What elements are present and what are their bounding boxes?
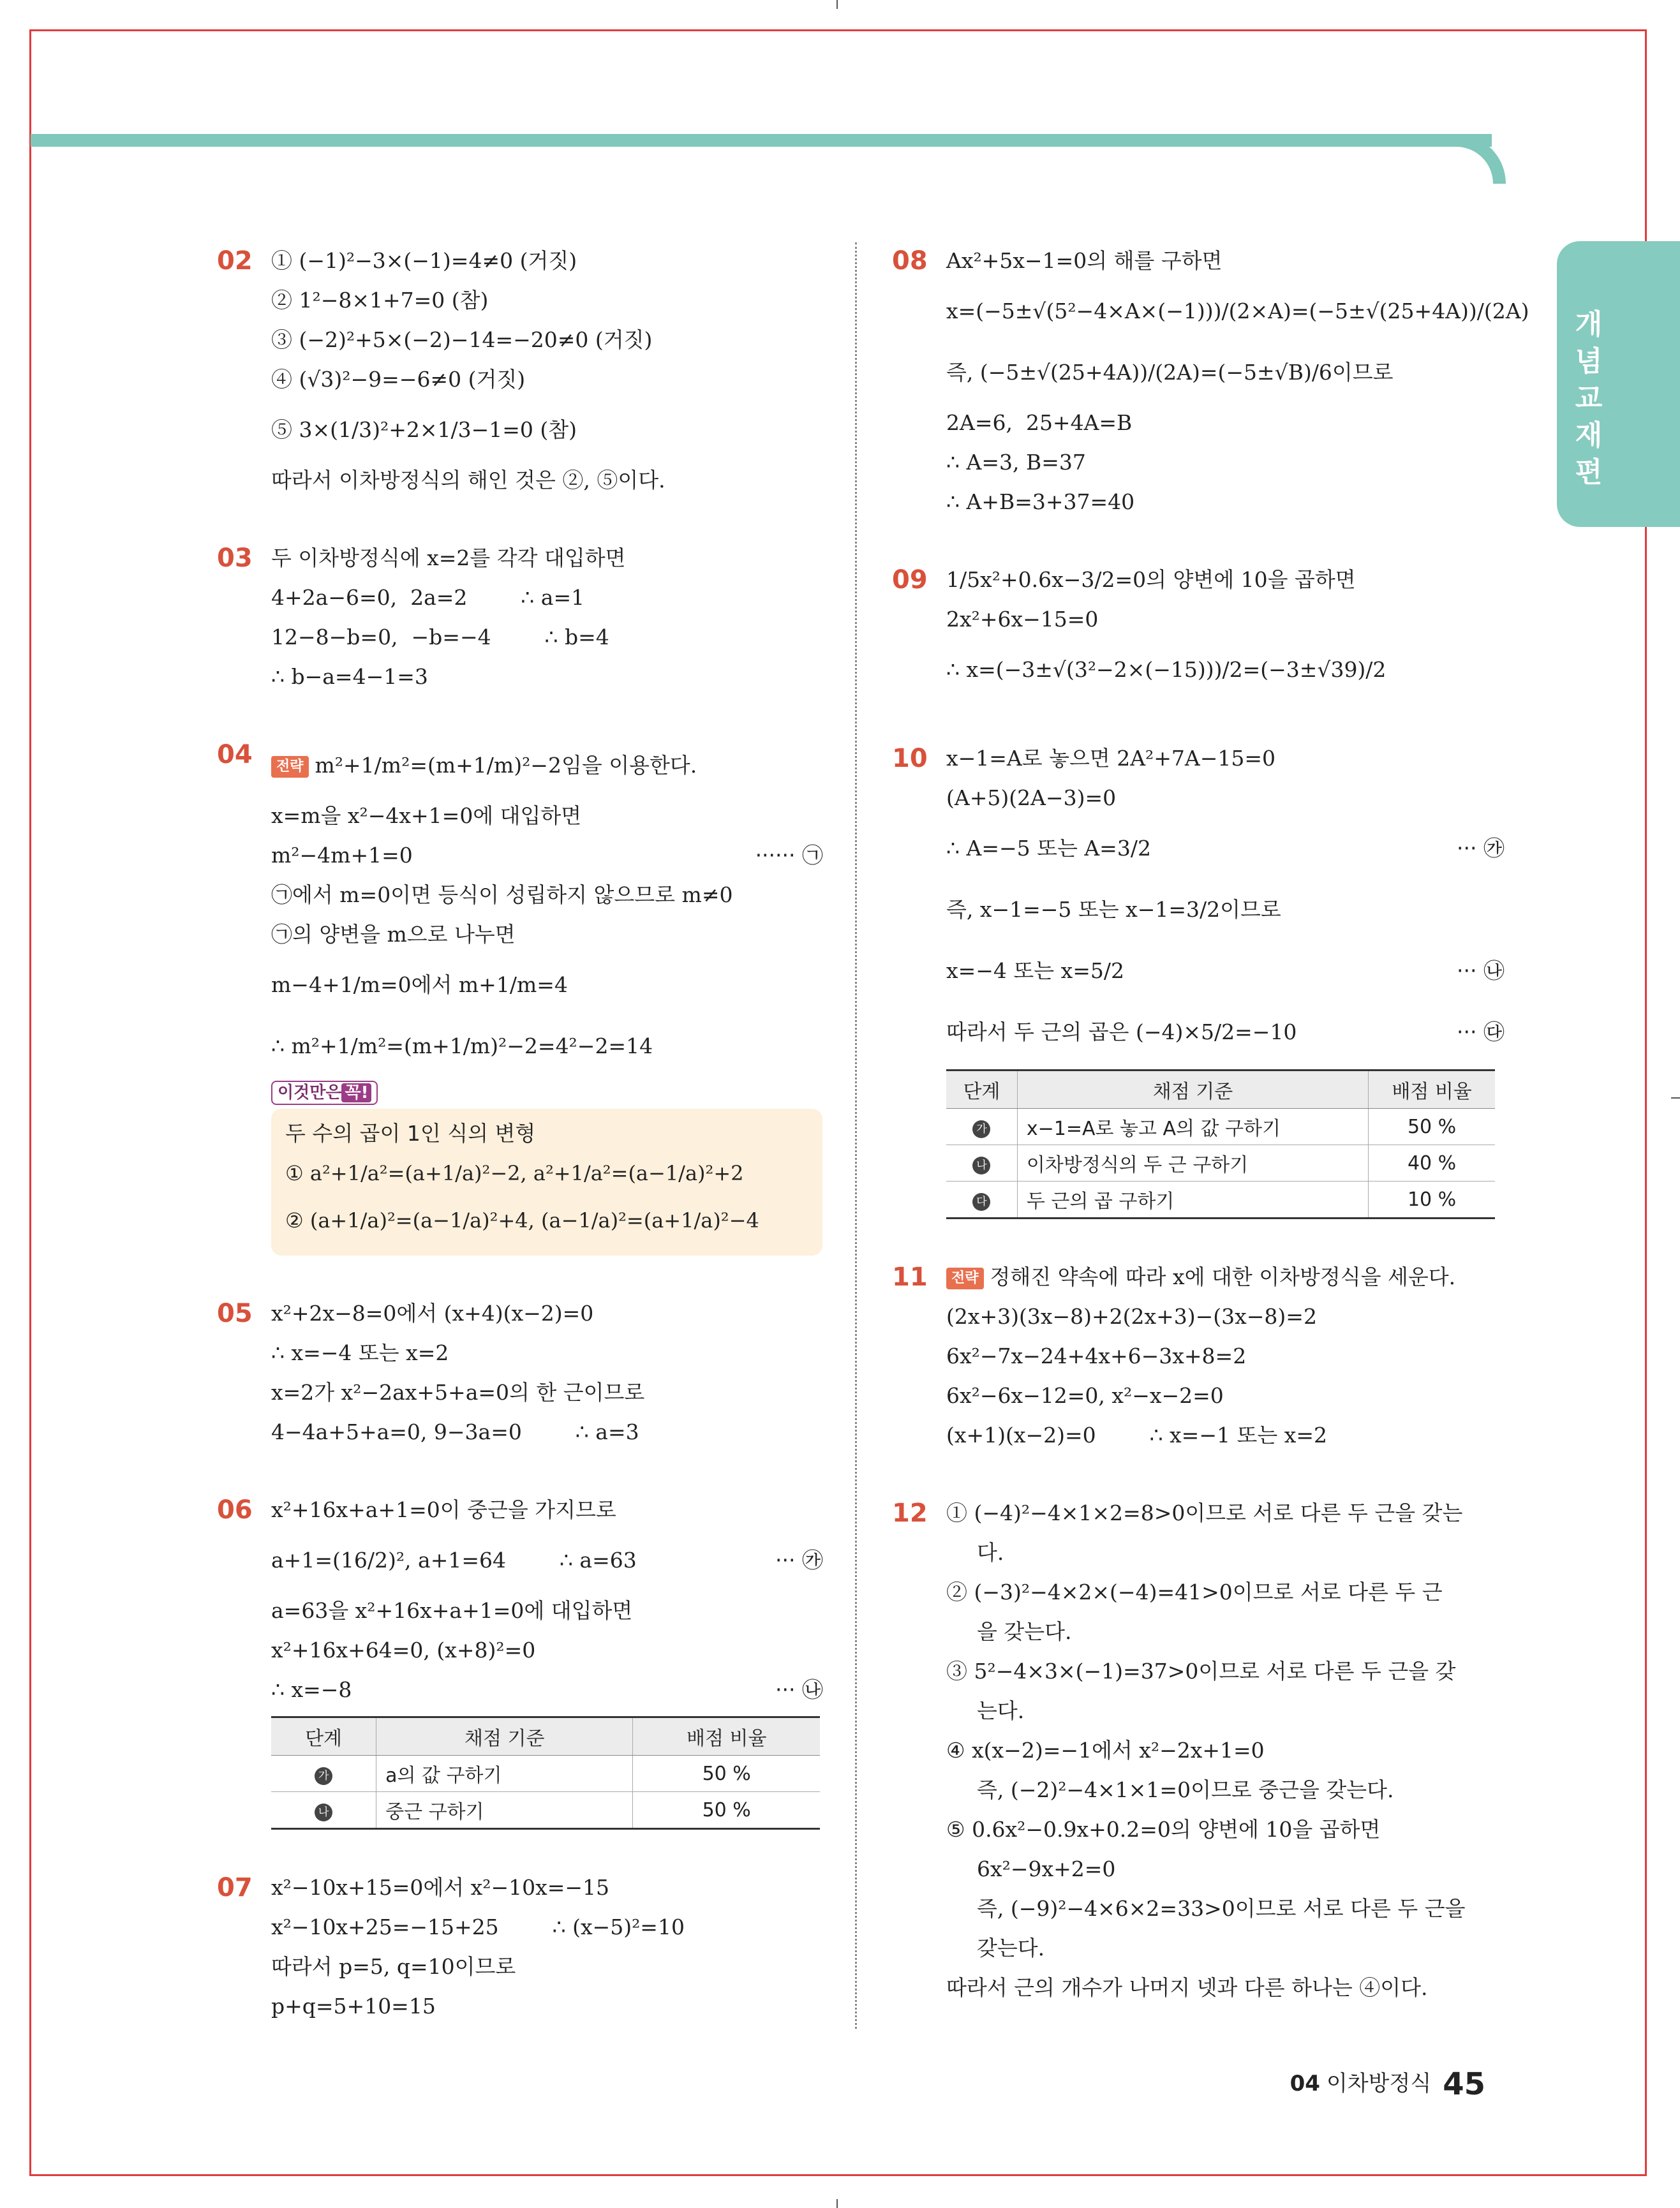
solution-line: [271, 1490, 823, 1530]
solution-text: a=63을 x²+16x+a+1=0에 대입하면: [271, 1598, 633, 1623]
solution-line: [271, 1947, 823, 1987]
step-marker: ··· ㉯: [775, 1677, 823, 1702]
solution-text: (2x+3)(3x−8)+2(2x+3)−(3x−8)=2: [946, 1304, 1317, 1329]
tip-section: [271, 1081, 823, 1256]
solution-line: [271, 320, 823, 360]
solution-line: [946, 778, 1505, 818]
step-marker: ··· ㉯: [1457, 958, 1505, 983]
table-cell: [946, 1182, 1017, 1219]
table-cell: x−1=A로 놓고 A의 값 구하기: [1017, 1109, 1368, 1145]
table-cell: 50 %: [1369, 1109, 1495, 1145]
problem-block: [892, 1493, 1505, 2008]
tip-box: [271, 1109, 822, 1256]
table-header-cell: 배점 비율: [633, 1717, 820, 1756]
solution-text: x²−10x+15=0에서 x²−10x=−15: [271, 1875, 610, 1900]
solution-line: [271, 1530, 823, 1591]
solution-line: [271, 1908, 823, 1947]
solution-text: x²+2x−8=0에서 (x+4)(x−2)=0: [271, 1301, 594, 1326]
solution-text: ∴ x=−4 또는 x=2: [271, 1340, 449, 1365]
solution-text: p+q=5+10=15: [271, 1994, 436, 2019]
solution-text: m−4+1/m=0에서 m+1/m=4: [271, 972, 568, 997]
solution-line: [946, 1493, 1505, 1533]
tip-label: [271, 1081, 378, 1105]
solution-text: ⑤ 3×(1/3)²+2×1/3−1=0 (참): [271, 417, 577, 442]
solution-line: [946, 1297, 1505, 1337]
solution-line: [946, 739, 1505, 778]
table-header-cell: 단계: [946, 1071, 1017, 1109]
crop-mark: [1671, 1097, 1680, 1099]
solution-line: [946, 1573, 1505, 1612]
solution-text: x=(−5±√(5²−4×A×(−1)))/(2×A)=(−5±√(25+4A))/(2A): [946, 299, 1529, 323]
table-cell: [946, 1145, 1017, 1182]
solution-text: (A+5)(2A−3)=0: [946, 785, 1117, 810]
page-number: 45: [1443, 2066, 1485, 2102]
solution-text: 따라서 두 근의 곱은 (−4)×5/2=−10: [946, 1019, 1297, 1044]
solution-line: [271, 1631, 823, 1670]
solution-text: x²+16x+a+1=0이 중근을 가지므로: [271, 1497, 616, 1522]
solution-text: m²+1/m²=(m+1/m)²−2임을 이용한다.: [315, 753, 697, 778]
solution-line: [946, 281, 1529, 342]
solution-line: [271, 1333, 823, 1373]
solution-line: [946, 818, 1505, 879]
solution-text: x²−10x+25=−15+25 ∴ (x−5)²=10: [271, 1915, 685, 1939]
solution-line: [946, 1652, 1505, 1691]
problem-block: [217, 1868, 823, 2026]
solution-line: [946, 1889, 1505, 1929]
strategy-badge: 전략: [271, 756, 309, 778]
solution-text: ∴ x=−8: [271, 1677, 352, 1702]
solution-line: [271, 954, 823, 1016]
table-cell: 10 %: [1369, 1182, 1495, 1219]
solution-line: [271, 538, 823, 578]
problem-block: [217, 1490, 823, 1830]
crop-mark: [836, 2199, 838, 2208]
solution-text: 즉, x−1=−5 또는 x−1=3/2이므로: [946, 897, 1281, 922]
step-circle: 가: [972, 1120, 990, 1138]
solution-line: [271, 461, 823, 500]
problem-block: [217, 1294, 823, 1452]
solution-line: [946, 639, 1505, 700]
solution-line: [271, 1591, 823, 1631]
step-marker: ··· ㉰: [1457, 1019, 1505, 1044]
solution-text: 따라서 근의 개수가 나머지 넷과 다른 하나는 ④이다.: [946, 1975, 1428, 2000]
solution-line: [946, 560, 1505, 600]
solution-line: [946, 1612, 1505, 1652]
solution-text: 6x²−6x−12=0, x²−x−2=0: [946, 1383, 1224, 1408]
solution-line: [946, 1337, 1505, 1376]
solution-line: [271, 1412, 823, 1452]
step-marker: ··· ㉮: [1457, 836, 1505, 861]
table-cell: 이차방정식의 두 근 구하기: [1017, 1145, 1368, 1182]
solution-text: 즉, (−9)²−4×6×2=33>0이므로 서로 다른 두 근을: [977, 1896, 1466, 1921]
solution-line: [946, 1810, 1505, 1849]
problem-number: 11: [892, 1263, 928, 1292]
solution-text: 정해진 약속에 따라 x에 대한 이차방정식을 세운다.: [990, 1264, 1456, 1289]
solution-line: [946, 342, 1505, 403]
solution-text: x−1=A로 놓으면 2A²+7A−15=0: [946, 746, 1276, 771]
solution-text: 갖는다.: [977, 1936, 1045, 1960]
solution-text: ③ 5²−4×3×(−1)=37>0이므로 서로 다른 두 근을 갖: [946, 1659, 1456, 1684]
solution-line: [946, 1002, 1505, 1063]
solution-line: [271, 796, 823, 836]
solution-text: (x+1)(x−2)=0 ∴ x=−1 또는 x=2: [946, 1423, 1327, 1448]
solution-text: ∴ A=3, B=37: [946, 450, 1086, 475]
table-row: [946, 1145, 1495, 1182]
solution-text: x=2가 x²−2ax+5+a=0의 한 근이므로: [271, 1380, 645, 1405]
step-circle: 나: [972, 1157, 990, 1174]
solution-line: [271, 360, 823, 399]
strategy-badge: 전략: [946, 1268, 984, 1289]
solution-text: ∴ A=−5 또는 A=3/2: [946, 836, 1151, 861]
problem-number: 06: [217, 1495, 253, 1525]
problem-block: [217, 241, 823, 500]
solution-text: 6x²−7x−24+4x+6−3x+8=2: [946, 1344, 1247, 1368]
solution-line: [271, 915, 823, 954]
table-header-cell: 단계: [271, 1717, 376, 1756]
solution-line: [271, 1987, 823, 2026]
solution-line: [946, 443, 1505, 482]
solution-text: 6x²−9x+2=0: [977, 1856, 1116, 1881]
solution-text: ∴ A+B=3+37=40: [946, 489, 1135, 514]
grading-table: [271, 1716, 820, 1830]
section-tab-label: 개념교재편: [1575, 308, 1603, 489]
problem-number: 04: [217, 740, 253, 769]
table-cell: 50 %: [633, 1756, 820, 1792]
solution-text: 는다.: [977, 1698, 1025, 1723]
solution-line: [271, 1868, 823, 1908]
problem-number: 07: [217, 1873, 253, 1902]
solution-line: [271, 875, 823, 915]
grading-table: [946, 1069, 1495, 1219]
solution-text: 따라서 이차방정식의 해인 것은 ②, ⑤이다.: [271, 468, 665, 493]
solution-text: x=m을 x²−4x+1=0에 대입하면: [271, 803, 582, 828]
solution-line: [946, 241, 1505, 281]
solution-text: 따라서 p=5, q=10이므로: [271, 1954, 516, 1979]
solution-text: ③ (−2)²+5×(−2)−14=−20≠0 (거짓): [271, 327, 653, 352]
tip-title: 두 수의 곱이 1인 식의 변형: [285, 1121, 536, 1146]
solution-text: 을 갖는다.: [977, 1619, 1072, 1644]
solution-text: 4+2a−6=0, 2a=2 ∴ a=1: [271, 585, 585, 610]
problem-block: [892, 560, 1505, 700]
solution-line: [946, 1770, 1505, 1810]
solution-text: m²−4m+1=0: [271, 843, 413, 868]
solution-line: [946, 879, 1505, 940]
solution-line: [271, 657, 823, 697]
problem-block: [217, 735, 823, 1256]
problem-number: 03: [217, 544, 253, 573]
solution-line: [946, 1929, 1505, 1968]
solution-text: 2A=6, 25+4A=B: [946, 410, 1133, 435]
solution-line: [271, 1373, 823, 1412]
problem-number: 02: [217, 246, 253, 276]
table-header-row: [271, 1717, 820, 1756]
solution-line: [946, 940, 1505, 1002]
step-marker: ··· ㉮: [775, 1548, 823, 1573]
solution-text: a+1=(16/2)², a+1=64 ∴ a=63: [271, 1548, 637, 1573]
solution-line: [271, 836, 823, 875]
table-header-cell: 채점 기준: [376, 1717, 633, 1756]
problem-block: [892, 241, 1529, 522]
solution-text: 12−8−b=0, −b=−4 ∴ b=4: [271, 625, 609, 649]
solution-line: [271, 1016, 823, 1077]
tip-label-em: 꼭!: [341, 1083, 371, 1102]
solution-line: [946, 1533, 1505, 1573]
solution-line: [271, 1670, 823, 1710]
solution-line: [946, 1968, 1505, 2008]
solution-text: x²+16x+64=0, (x+8)²=0: [271, 1638, 536, 1663]
solution-text: ④ (√3)²−9=−6≠0 (거짓): [271, 367, 526, 392]
left-column: [217, 241, 823, 2064]
table-cell: [946, 1109, 1017, 1145]
solution-line: [946, 1691, 1505, 1731]
solution-line: [271, 1294, 823, 1333]
tip-label-text: 이것만은: [278, 1083, 342, 1102]
chapter-number: 04: [1290, 2071, 1320, 2096]
solution-text: ∴ x=(−3±√(3²−2×(−15)))/2=(−3±√39)/2: [946, 657, 1386, 682]
solution-text: ② (−3)²−4×2×(−4)=41>0이므로 서로 다른 두 근: [946, 1580, 1443, 1604]
solution-line: [271, 578, 823, 618]
problem-number: 08: [892, 246, 928, 276]
solution-text: ㉠에서 m=0이면 등식이 성립하지 않으므로 m≠0: [271, 882, 733, 907]
problem-block: [892, 739, 1505, 1219]
table-cell: 중근 구하기: [376, 1792, 633, 1829]
table-cell: a의 값 구하기: [376, 1756, 633, 1792]
solution-text: 즉, (−2)²−4×1×1=0이므로 중근을 갖는다.: [977, 1777, 1394, 1802]
solution-line: [946, 600, 1505, 639]
table-row: [946, 1182, 1495, 1219]
solution-line: [946, 1376, 1505, 1416]
solution-text: ∴ b−a=4−1=3: [271, 664, 428, 689]
solution-text: Ax²+5x−1=0의 해를 구하면: [946, 248, 1223, 273]
problem-number: 10: [892, 744, 928, 773]
solution-text: 두 이차방정식에 x=2를 각각 대입하면: [271, 545, 626, 570]
solution-line: [271, 241, 823, 281]
solution-line: [946, 1731, 1505, 1770]
solution-line: [271, 399, 823, 461]
right-column: [892, 241, 1529, 2046]
header-band: [31, 134, 1492, 147]
solution-line: [271, 618, 823, 657]
problem-block: [892, 1257, 1505, 1455]
page-footer: [1290, 2066, 1485, 2102]
solution-line: [271, 281, 823, 320]
solution-text: 즉, (−5±√(25+4A))/(2A)=(−5±√B)/6이므로: [946, 360, 1394, 385]
step-circle: 나: [315, 1804, 332, 1821]
table-row: [271, 1756, 820, 1792]
solution-text: 4−4a+5+a=0, 9−3a=0 ∴ a=3: [271, 1419, 639, 1444]
solution-line: [946, 1849, 1505, 1889]
solution-text: ∴ m²+1/m²=(m+1/m)²−2=4²−2=14: [271, 1034, 653, 1058]
problem-block: [217, 538, 823, 697]
solution-text: ① (−1)²−3×(−1)=4≠0 (거짓): [271, 248, 577, 273]
solution-text: x=−4 또는 x=5/2: [946, 958, 1125, 983]
table-cell: 40 %: [1369, 1145, 1495, 1182]
problem-number: 05: [217, 1299, 253, 1328]
crop-mark: [836, 0, 838, 9]
chapter-title: 이차방정식: [1326, 2071, 1432, 2096]
table-row: [946, 1109, 1495, 1145]
solution-text: 1/5x²+0.6x−3/2=0의 양변에 10을 곱하면: [946, 567, 1356, 592]
table-cell: 두 근의 곱 구하기: [1017, 1182, 1368, 1219]
table-cell: [271, 1756, 376, 1792]
problem-number: 12: [892, 1499, 928, 1528]
table-cell: [271, 1792, 376, 1829]
solution-line: [271, 735, 823, 796]
table-row: [271, 1792, 820, 1829]
tip-line: ② (a+1/a)²=(a−1/a)²+4, (a−1/a)²=(a+1/a)²−4: [285, 1208, 759, 1233]
table-header-cell: 배점 비율: [1369, 1071, 1495, 1109]
problem-number: 09: [892, 565, 928, 595]
solution-line: [946, 482, 1505, 522]
solution-line: [946, 1257, 1505, 1297]
step-marker: ······ ㉠: [755, 843, 823, 868]
solution-text: ④ x(x−2)=−1에서 x²−2x+1=0: [946, 1738, 1265, 1763]
solution-text: ① (−4)²−4×1×2=8>0이므로 서로 다른 두 근을 갖는: [946, 1500, 1463, 1525]
solution-line: [946, 1416, 1505, 1455]
step-circle: 가: [315, 1767, 332, 1785]
table-header-cell: 채점 기준: [1017, 1071, 1368, 1109]
table-header-row: [946, 1071, 1495, 1109]
tip-line: ① a²+1/a²=(a+1/a)²−2, a²+1/a²=(a−1/a)²+2: [285, 1161, 744, 1185]
column-divider: [855, 242, 857, 2029]
table-cell: 50 %: [633, 1792, 820, 1829]
solution-line: [946, 403, 1505, 443]
step-circle: 다: [972, 1193, 990, 1211]
solution-text: ② 1²−8×1+7=0 (참): [271, 288, 489, 313]
solution-text: ㉠의 양변을 m으로 나누면: [271, 922, 516, 947]
solution-text: 2x²+6x−15=0: [946, 607, 1099, 632]
solution-text: ⑤ 0.6x²−0.9x+0.2=0의 양변에 10을 곱하면: [946, 1817, 1381, 1842]
solution-text: 다.: [977, 1540, 1004, 1565]
